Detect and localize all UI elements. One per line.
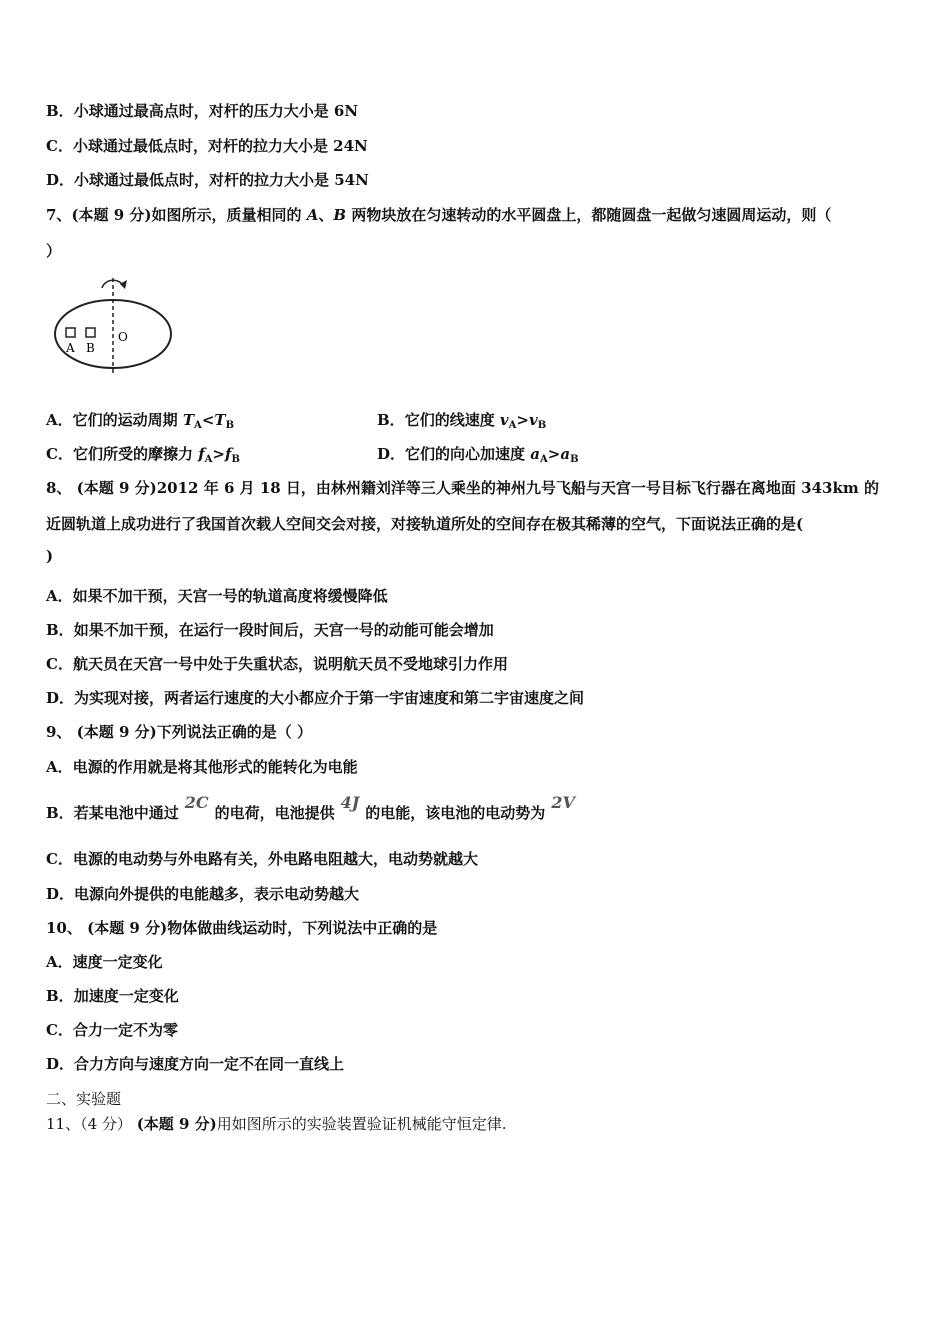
- option-label: C．: [46, 850, 73, 868]
- stem-text: 下列说法正确的是（ ）: [156, 723, 312, 741]
- label-b: B: [86, 341, 95, 355]
- q11-stem: [46, 1114, 507, 1134]
- option-label: B．: [377, 411, 405, 429]
- sub: B: [225, 420, 235, 431]
- stem-text: 2012 年 6 月 18 日，由林州籍刘洋等三人乘坐的神州九号飞船与天宫一号目标飞行器在离地面 343km 的: [156, 479, 879, 497]
- option-label: D．: [46, 885, 75, 903]
- q7-stem-close: [46, 241, 61, 261]
- arrow-head-icon: [120, 280, 127, 289]
- var-b: B: [333, 206, 347, 224]
- option-label: B．: [46, 102, 74, 120]
- sub: B: [570, 454, 579, 465]
- op: >: [547, 445, 561, 463]
- option-text: 航天员在天宫一号中处于失重状态，说明航天员不受地球引力作用: [72, 655, 508, 673]
- var: a: [530, 445, 540, 463]
- q7-option-d: [377, 444, 579, 470]
- question-tag: (本题 9 分): [76, 479, 157, 497]
- option-text: 小球通过最高点时，对杆的压力大小是 6N: [73, 102, 359, 120]
- var: T: [214, 411, 226, 429]
- sub: A: [204, 454, 213, 465]
- q8-option-d: [46, 688, 584, 708]
- var: v: [499, 411, 509, 429]
- option-label: D．: [46, 1055, 75, 1073]
- question-number: 10、: [46, 919, 82, 937]
- option-text: 电源的作用就是将其他形式的能转化为电能: [72, 758, 358, 776]
- question-number: 7、: [46, 206, 72, 224]
- question-number: 11、: [46, 1115, 81, 1133]
- question-number: 9、: [46, 723, 72, 741]
- option-text: 的电荷，电池提供: [214, 804, 335, 822]
- option-label: B．: [46, 804, 74, 822]
- option-text: 它们的运动周期: [72, 411, 183, 429]
- q10-option-d: [46, 1054, 344, 1074]
- var: a: [560, 445, 571, 463]
- sub: A: [194, 420, 202, 431]
- option-text: 为实现对接，两者运行速度的大小都应介于第一宇宙速度和第二宇宙速度之间: [74, 689, 585, 707]
- q9-option-c: [46, 849, 478, 869]
- option-text: 速度一定变化: [72, 953, 163, 971]
- question-tag: (本题 9 分): [136, 1115, 217, 1133]
- var: f: [198, 445, 205, 463]
- option-text: 它们的线速度: [404, 411, 500, 429]
- q9-option-b: [46, 793, 581, 823]
- q10-option-a: [46, 952, 163, 972]
- q8-stem-line2: [46, 514, 803, 534]
- q7-option-a: [46, 410, 234, 436]
- question-tag: (本题 9 分): [71, 206, 152, 224]
- q6-option-d: [46, 170, 369, 190]
- var: f: [224, 445, 232, 463]
- section-title: 二、实验题: [46, 1090, 122, 1108]
- option-label: C．: [46, 445, 73, 463]
- option-label: B．: [46, 987, 74, 1005]
- q7-stem: [46, 205, 831, 225]
- option-text: 电源的电动势与外电路有关，外电路电阻越大，电动势就越大: [72, 850, 478, 868]
- q7-option-b: [377, 410, 546, 436]
- question-score: （4 分）: [80, 1115, 132, 1133]
- q9-stem: [46, 722, 312, 742]
- option-text: 它们所受的摩擦力: [72, 445, 199, 463]
- option-text: 的电能，该电池的电动势为: [365, 804, 546, 822]
- option-label: A．: [46, 411, 73, 429]
- stem-text: 如图所示，质量相同的: [151, 206, 307, 224]
- option-text: 如果不加干预，天宫一号的轨道高度将缓慢降低: [72, 587, 388, 605]
- op: >: [516, 411, 529, 429]
- option-text: 小球通过最低点时，对杆的拉力大小是 24N: [72, 137, 368, 155]
- option-text: 合力方向与速度方向一定不在同一直线上: [74, 1055, 345, 1073]
- option-text: 小球通过最低点时，对杆的拉力大小是 54N: [74, 171, 369, 189]
- q6-option-b: [46, 101, 358, 121]
- q10-stem: [46, 918, 437, 938]
- var-a: A: [306, 206, 319, 224]
- paren: ）: [46, 242, 62, 260]
- option-label: C．: [46, 137, 73, 155]
- stem-text: 两物块放在匀速转动的水平圆盘上，都随圆盘一起做匀速圆周运动，则（: [346, 206, 832, 224]
- sub: A: [508, 420, 517, 431]
- section-heading: [46, 1089, 121, 1109]
- sub: A: [539, 454, 548, 465]
- label-o: O: [118, 330, 128, 344]
- var: v: [528, 411, 538, 429]
- var: T: [182, 411, 195, 429]
- stem-text: 物体做曲线运动时，下列说法中正确的是: [167, 919, 438, 937]
- math-energy: 4J: [340, 793, 360, 812]
- q9-option-d: [46, 884, 359, 904]
- option-text: 若某电池中通过: [73, 804, 179, 822]
- math-charge: 2C: [184, 793, 209, 812]
- q10-option-c: [46, 1020, 178, 1040]
- option-label: A．: [46, 587, 73, 605]
- option-label: D．: [46, 171, 75, 189]
- q8-stem-close: [46, 546, 53, 566]
- q8-option-b: [46, 620, 494, 640]
- block-a: [66, 328, 75, 337]
- option-label: A．: [46, 953, 73, 971]
- stem-text: 用如图所示的实验装置验证机械能守恒定律.: [216, 1115, 507, 1133]
- sub: B: [537, 420, 547, 431]
- question-tag: (本题 9 分): [76, 723, 157, 741]
- q8-option-c: [46, 654, 508, 674]
- option-text: 如果不加干预，在运行一段时间后，天宫一号的动能可能会增加: [73, 621, 494, 639]
- option-text: 电源向外提供的电能越多，表示电动势越大: [74, 885, 360, 903]
- option-text: 加速度一定变化: [73, 987, 179, 1005]
- stem-text: 近圆轨道上成功进行了我国首次载人空间交会对接，对接轨道所处的空间存在极其稀薄的空气，下面说法正确的是(: [46, 515, 804, 533]
- q6-option-c: [46, 136, 368, 156]
- option-label: C．: [46, 655, 73, 673]
- q8-stem-line1: [46, 478, 879, 498]
- q9-option-a: [46, 757, 358, 777]
- option-label: A．: [46, 758, 73, 776]
- q10-option-b: [46, 986, 179, 1006]
- option-text: 它们的向心加速度: [405, 445, 531, 463]
- question-tag: (本题 9 分): [87, 919, 168, 937]
- q7-option-c: [46, 444, 240, 470]
- op: <: [201, 411, 215, 429]
- op: >: [212, 445, 225, 463]
- label-a: A: [66, 341, 75, 355]
- q7-figure-turntable: [50, 274, 180, 378]
- question-number: 8、: [46, 479, 72, 497]
- option-label: B．: [46, 621, 74, 639]
- sub: B: [231, 454, 240, 465]
- block-b: [86, 328, 95, 337]
- paren: ): [46, 547, 54, 565]
- sep: 、: [318, 206, 334, 224]
- option-label: D．: [377, 445, 406, 463]
- option-label: C．: [46, 1021, 73, 1039]
- q8-option-a: [46, 586, 388, 606]
- option-label: D．: [46, 689, 75, 707]
- math-emf: 2V: [551, 793, 575, 812]
- option-text: 合力一定不为零: [72, 1021, 178, 1039]
